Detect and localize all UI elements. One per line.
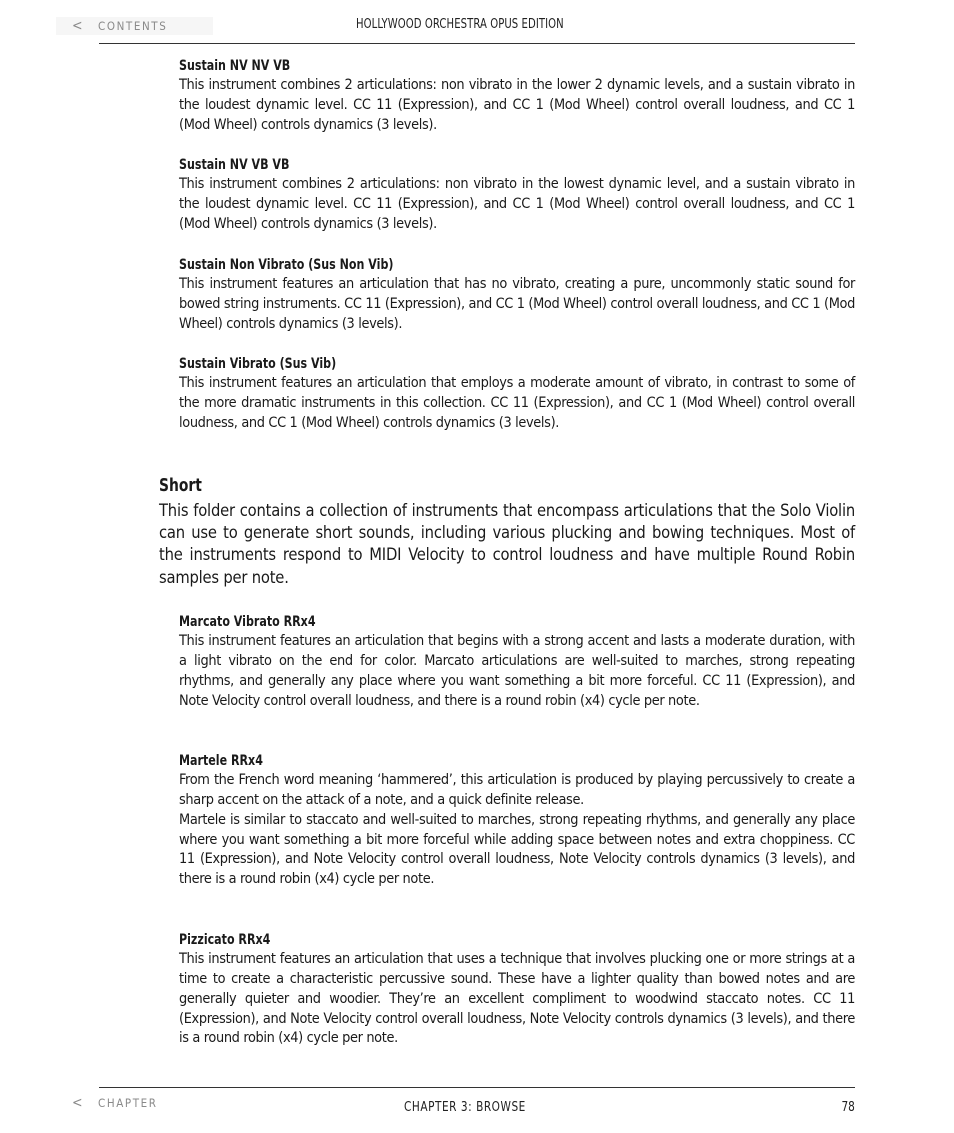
entry-marcato-vibrato (179, 612, 855, 711)
header-divider (99, 43, 855, 44)
entry-title: Pizzicato RRx4 (179, 932, 271, 948)
entry-text: This instrument features an articulation that has no vibrato, creating a pure, uncommonly static sound for bowed string instruments. CC 11 (Expression), and CC 1 (Mod Wheel) control overall loudness, and CC 1 (Mod Wheel) controls dynamics (3 levels). (179, 276, 855, 332)
entry-martele (179, 751, 855, 890)
entry-text: This instrument features an articulation that begins with a strong accent and lasts a moderate duration, with a light vibrato on the end for color. Marcato articulations are well-suited to marches, strong repeating rhythms, and generally any place where you want something a bit more forceful. CC 11 (Expression), and Note Velocity control overall loudness, and there is a round robin (x4) cycle per note. (179, 633, 855, 709)
contents-link[interactable] (56, 17, 213, 35)
page-number: 78 (841, 1100, 855, 1115)
entry-title: Sustain Vibrato (Sus Vib) (179, 356, 337, 372)
entry-sustain-vibrato (179, 354, 855, 434)
entry-text-continued: Martele is similar to staccato and well-suited to marches, strong repeating rhythms, and generally any place where you want something a bit more forceful while adding space between notes and extra choppiness. CC 11 (Expression), and Note Velocity control overall loudness, Note Velocity controls dynamics (3 levels), and there is a round robin (x4) cycle per note. (179, 811, 855, 888)
chapter-title: CHAPTER 3: BROWSE (404, 1100, 526, 1115)
footer-divider (99, 1087, 855, 1088)
entry-text: From the French word meaning ‘hammered’, this articulation is produced by playing percussively to create a sharp accent on the attack of a note, and a quick definite release. (179, 772, 855, 808)
section-intro: This folder contains a collection of instruments that encompass articulations that the Solo Violin can use to generate short sounds, including various plucking and bowing techniques. Most of the instruments respond to MIDI Velocity to control loudness and have multiple Round Robin samples per note. (159, 501, 855, 587)
entry-title: Sustain NV VB VB (179, 157, 290, 173)
chapter-label: CHAPTER (98, 1096, 158, 1110)
section-heading: Short (159, 476, 202, 496)
entry-text: This instrument combines 2 articulations: non vibrato in the lower 2 dynamic levels, and a sustain vibrato in the loudest dynamic level. CC 11 (Expression), and CC 1 (Mod Wheel) control overall loudness, and CC 1 (Mod Wheel) controls dynamics (3 levels). (179, 77, 855, 133)
entry-text: This instrument combines 2 articulations: non vibrato in the lowest dynamic level, and a sustain vibrato in the loudest dynamic level. CC 11 (Expression), and CC 1 (Mod Wheel) control overall loudness, and CC 1 (Mod Wheel) controls dynamics (3 levels). (179, 176, 855, 232)
chevron-left-icon: < (72, 18, 83, 34)
entry-text: This instrument features an articulation that uses a technique that involves plucking one or more strings at a time to create a characteristic percussive sound. These have a lighter quality than bowed notes and are generally quieter and woodier. They’re an excellent compliment to woodwind staccato notes. CC 11 (Expression), and Note Velocity control overall loudness, Note Velocity controls dynamics (3 levels), and there is a round robin (x4) cycle per note. (179, 951, 855, 1047)
entry-title: Marcato Vibrato RRx4 (179, 614, 316, 630)
chapter-link[interactable] (56, 1096, 158, 1110)
entry-title: Sustain Non Vibrato (Sus Non Vib) (179, 257, 394, 273)
entry-sustain-nv-vb-vb (179, 155, 855, 235)
chevron-left-icon: < (72, 1095, 83, 1111)
entry-title: Martele RRx4 (179, 753, 263, 769)
entry-sustain-nv-nv-vb (179, 56, 855, 136)
page-header (0, 0, 954, 44)
entry-text: This instrument features an articulation that employs a moderate amount of vibrato, in contrast to some of the more dramatic instruments in this collection. CC 11 (Expression), and CC 1 (Mod Wheel) control overall loudness, and CC 1 (Mod Wheel) controls dynamics (3 levels). (179, 375, 855, 431)
document-title: HOLLYWOOD ORCHESTRA OPUS EDITION (356, 17, 564, 32)
entry-sustain-non-vibrato (179, 255, 855, 335)
entry-title: Sustain NV NV VB (179, 58, 291, 74)
section-short (159, 474, 855, 589)
entry-pizzicato (179, 930, 855, 1049)
contents-label: CONTENTS (98, 19, 168, 33)
